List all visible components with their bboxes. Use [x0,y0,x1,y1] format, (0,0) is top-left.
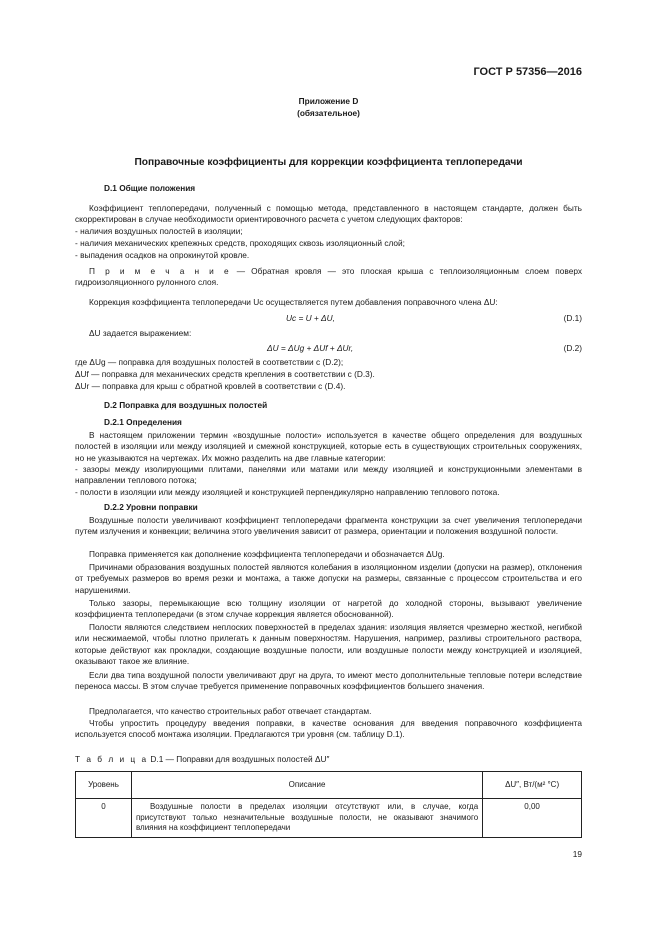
equation-d1: Uc = U + ΔU, [286,313,335,323]
paragraph: Причинами образования воздушных полостей являются колебания в изоляционном изделии (допуски на размер), отклонения от требуемых размеров во время резки и монтажа, а также допуски на размеры, связанные с процессом строительства и его нарушениями. [75,562,582,595]
table-header-cell: ΔU″, Вт/(м² °С) [483,772,582,799]
table-cell-level: 0 [76,799,132,838]
appendix-main-title: Поправочные коэффициенты для коррекции коэффициента теплопередачи [134,157,523,168]
table-caption [75,754,329,765]
paragraph: Коррекция коэффициента теплопередачи Uc осуществляется путем добавления поправочного члена ΔU: [89,297,498,307]
table-row [76,799,582,838]
subsection-heading: D.2.1 Определения [104,417,182,427]
appendix-status: (обязательное) [297,108,360,118]
where-line: где ΔUg — поправка для воздушных полостей в соответствии с (D.2); [75,357,344,367]
section-d1-heading: D.1 Общие положения [104,183,196,193]
paragraph: Предполагается, что качество строительных работ отвечает стандартам. [89,706,372,716]
list-item: - наличия механических крепежных средств, проходящих сквозь изоляционный слой; [75,238,405,248]
subsection-heading: D.2.2 Уровни поправки [104,502,198,512]
list-item: - наличия воздушных полостей в изоляции; [75,226,243,236]
paragraph: Только зазоры, перемыкающие всю толщину изоляции от нагретой до холодной стороны, вызывают увеличение коэффициента теплопередачи (в этом случае коррекция является обоснованной). [75,598,582,620]
correction-table [75,771,582,838]
where-line: ΔUf — поправка для механических средств крепления в соответствии с (D.3). [75,369,375,379]
equation-d2: ΔU = ΔUg + ΔUf + ΔUr, [267,343,354,353]
paragraph: Коэффициент теплопередачи, полученный с помощью метода, представленного в настоящем стандарте, должен быть скорректирован в случае необходимости ориентировочного расчета с учетом следующих факторов: [75,203,582,225]
equation-number: (D.2) [563,343,582,353]
list-item: - полости в изоляции или между изоляцией и конструкцией перпендикулярно направлению теплового потока. [75,487,500,497]
note-label: П р и м е ч а н и е [89,266,231,276]
table-caption-text: D.1 — Поправки для воздушных полостей ΔU″ [148,754,330,764]
table-cell-value: 0,00 [483,799,582,838]
paragraph: Чтобы упростить процедуру введения поправки, в качестве основания для введения поправочного коэффициента используется способ монтажа изоляции. Предлагаются три уровня (см. таблицу D.1). [75,718,582,740]
note [75,266,582,289]
note-text: — Обратная кровля — это плоская крыша с теплоизоляционным слоем поверх гидроизоляционного рулонного слоя. [75,266,582,288]
table-cell-description: Воздушные полости в пределах изоляции отсутствуют или, в случае, когда присутствуют только незначительные воздушные полости, не оказывают значимого влияния на коэффициент теплопередачи [131,799,482,838]
appendix-title: Приложение D [298,96,359,106]
document-number: ГОСТ Р 57356—2016 [473,66,582,78]
equation-number: (D.1) [563,313,582,323]
list-item: - выпадения осадков на опрокинутой кровле. [75,250,250,260]
paragraph: ΔU задается выражением: [89,328,192,338]
where-line: ΔUr — поправка для крыш с обратной кровлей в соответствии с (D.4). [75,381,346,391]
paragraph: Воздушные полости увеличивают коэффициент теплопередачи фрагмента конструкции за счет увеличения теплопередачи путем излучения и конвекции; величина этого увеличения зависит от размера, ориентации и положения воздушной полости. [75,515,582,537]
page-number: 19 [572,849,582,859]
paragraph: Полости являются следствием неплоских поверхностей в пределах здания: изоляция является чрезмерно жесткой, негибкой или несжимаемой, чтобы плотно прилегать к данным поверхностям. Нарушения, например, разливы строительного раствора, которые действуют как прокладки, создающие воздушные полости, или воздушные полости между конструкцией и изоляцией, оказывают такое же влияние. [75,622,582,666]
paragraph: Поправка применяется как дополнение коэффициента теплопередачи и обозначается ΔUg. [89,549,445,559]
table-caption-label: Т а б л и ц а [75,754,149,764]
paragraph: Если два типа воздушной полости увеличивают друг на друга, то имеют место дополнительные тепловые потери вследствие переноса массы. В этом случае требуется применение поправочных коэффициентов большего значения. [75,670,582,692]
paragraph: В настоящем приложении термин «воздушные полости» используется в качестве общего определения для воздушных полостей в изоляции или между изоляцией и смежной конструкцией, которые есть в существующих строительных сооружениях, но не указываются на чертежах. Их можно разделить на две главные категории: [75,430,582,463]
section-d2-heading: D.2 Поправка для воздушных полостей [104,400,268,410]
table-header-cell: Описание [131,772,482,799]
list-item: - зазоры между изолирующими плитами, панелями или матами или между изоляцией и конструкционными элементами в направлении теплового потока; [75,464,582,486]
table-header-row [76,772,582,799]
table-header-cell: Уровень [76,772,132,799]
